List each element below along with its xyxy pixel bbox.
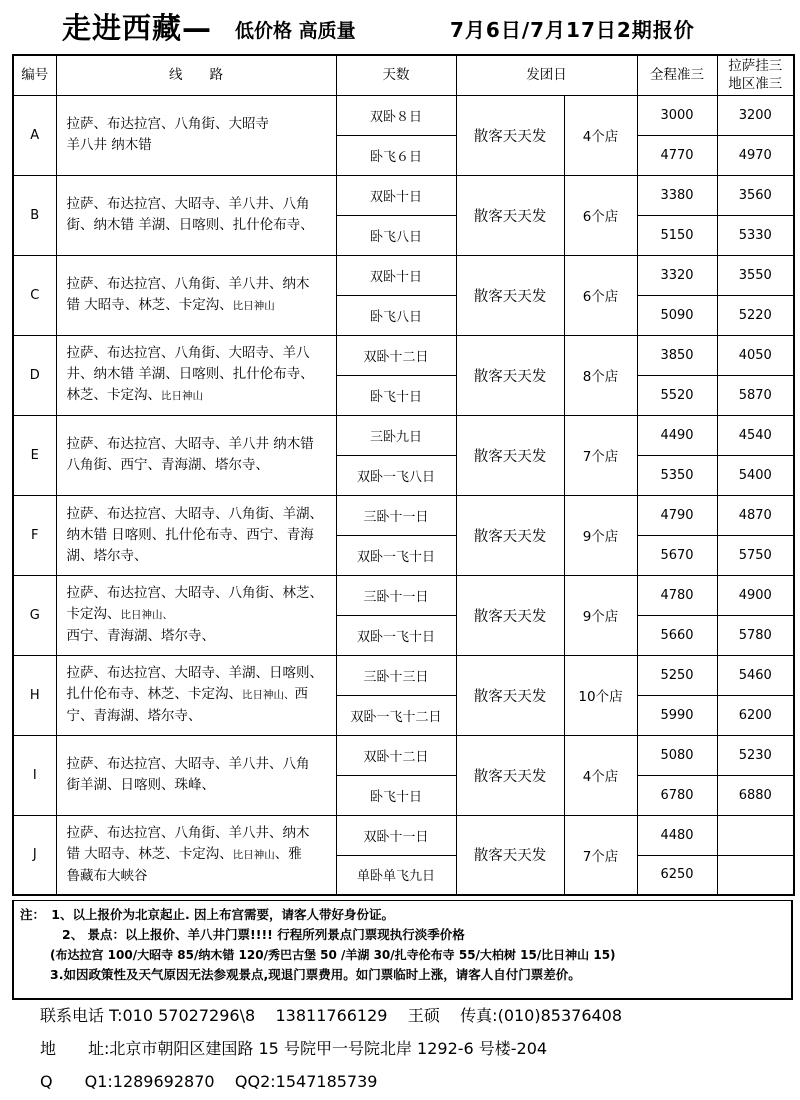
- phone-label: 联系电话 T:: [40, 1006, 123, 1025]
- price-lhasa-2: 4970: [717, 135, 794, 175]
- depart-schedule: 散客天天发: [456, 575, 564, 655]
- shopping-stores: 7个店: [564, 415, 637, 495]
- title-sub: 低价格 高质量: [235, 20, 356, 42]
- depart-schedule: 散客天天发: [456, 655, 564, 735]
- price-lhasa-1: 3560: [717, 175, 794, 215]
- price-lhasa-1: 4900: [717, 575, 794, 615]
- note-line-4: 3.如因政策性及天气原因无法参观景点,现退门票费用。如门票临时上涨，请客人自付门票差价。: [50, 967, 581, 982]
- depart-schedule: 散客天天发: [456, 495, 564, 575]
- price-full-2: 5660: [637, 615, 717, 655]
- shopping-stores: 6个店: [564, 255, 637, 335]
- days-option-1: 三卧十三日: [336, 655, 456, 695]
- depart-schedule: 散客天天发: [456, 335, 564, 415]
- shopping-stores: 9个店: [564, 495, 637, 575]
- shopping-stores: 4个店: [564, 95, 637, 175]
- depart-schedule: 散客天天发: [456, 95, 564, 175]
- days-option-1: 双卧８日: [336, 95, 456, 135]
- price-full-1: 4480: [637, 815, 717, 855]
- days-option-1: 双卧十二日: [336, 335, 456, 375]
- price-full-1: 3380: [637, 175, 717, 215]
- price-lhasa-2: 5400: [717, 455, 794, 495]
- route-line: 拉萨、布达拉宫、八角街、大昭寺: [66, 116, 269, 132]
- table-row: [13, 815, 794, 855]
- route-description: [56, 575, 336, 655]
- contact-qq-line: [40, 1069, 377, 1092]
- route-description: [56, 415, 336, 495]
- days-option-1: 三卧十一日: [336, 495, 456, 535]
- days-option-2: 卧飞十日: [336, 375, 456, 415]
- route-line: 卡定沟、: [66, 606, 121, 622]
- shopping-stores: 6个店: [564, 175, 637, 255]
- price-full-1: 4790: [637, 495, 717, 535]
- days-option-2: 双卧一飞八日: [336, 455, 456, 495]
- header-price-full: 全程准三: [637, 55, 717, 95]
- price-lhasa-2: 5220: [717, 295, 794, 335]
- depart-schedule: 散客天天发: [456, 815, 564, 895]
- depart-schedule: 散客天天发: [456, 175, 564, 255]
- qq1-number: 1289692870: [112, 1072, 215, 1091]
- days-option-2: 双卧一飞十日: [336, 535, 456, 575]
- price-full-2: 5520: [637, 375, 717, 415]
- days-option-1: 三卧九日: [336, 415, 456, 455]
- days-option-1: 双卧十一日: [336, 815, 456, 855]
- route-line: 拉萨、布达拉宫、大昭寺、八角街、林芝、: [66, 585, 323, 601]
- contact-address-line: [40, 1036, 547, 1059]
- route-line: 拉萨、布达拉宫、大昭寺、羊八井、八角: [66, 756, 310, 772]
- title-date: 7月6日/7月17日2期报价: [450, 18, 695, 42]
- table-row: [13, 495, 794, 535]
- contact-phone-line: [40, 1003, 622, 1026]
- route-id: I: [13, 735, 56, 815]
- route-description: [56, 815, 336, 895]
- route-description: [56, 95, 336, 175]
- route-line: 宁、青海湖、塔尔寺、: [66, 708, 202, 724]
- route-line: 西宁、青海湖、塔尔寺、: [66, 628, 215, 644]
- price-lhasa-2: 5330: [717, 215, 794, 255]
- route-line: 井、纳木错 羊湖、日喀则、扎什伦布寺、: [66, 366, 314, 382]
- price-full-1: 3850: [637, 335, 717, 375]
- price-lhasa-2: 6880: [717, 775, 794, 815]
- depart-schedule: 散客天天发: [456, 735, 564, 815]
- route-line: 扎什伦布寺、林芝、卡定沟、: [66, 686, 242, 702]
- route-line: 拉萨、布达拉宫、大昭寺、八角街、羊湖、: [66, 505, 323, 522]
- note-line-3: (布达拉宫 100/大昭寺 85/纳木错 120/秀巴古堡 50 /羊湖 30/扎寺伦布寺 55/大柏树 15/比日神山 15): [50, 948, 616, 962]
- depart-schedule: 散客天天发: [456, 255, 564, 335]
- price-full-2: 5350: [637, 455, 717, 495]
- shopping-stores: 9个店: [564, 575, 637, 655]
- route-line-small: 比日神山: [232, 848, 275, 861]
- route-description: [56, 495, 336, 575]
- price-full-1: 4780: [637, 575, 717, 615]
- days-option-1: 三卧十一日: [336, 575, 456, 615]
- price-full-2: 6780: [637, 775, 717, 815]
- route-id: G: [13, 575, 56, 655]
- price-lhasa-1: 4540: [717, 415, 794, 455]
- page-header: [0, 0, 800, 52]
- phone-1: 010 57027296\8: [122, 1006, 256, 1025]
- header-days: 天数: [336, 55, 456, 95]
- route-line: 西: [294, 686, 308, 702]
- title-main: 走进西藏—: [62, 11, 213, 45]
- route-line: 街羊湖、日喀则、珠峰、: [66, 777, 215, 793]
- depart-schedule: 散客天天发: [456, 415, 564, 495]
- qq2-number: 1547185739: [275, 1072, 378, 1091]
- price-lhasa-1: [717, 815, 794, 855]
- notes-box: [12, 900, 793, 1000]
- fax-number: (010)85376408: [497, 1006, 623, 1025]
- days-option-2: 卧飞十日: [336, 775, 456, 815]
- route-line-small: 比日神山: [232, 299, 275, 312]
- header-price-lhasa: [717, 55, 794, 95]
- header-price-lhasa-line1: 拉萨挂三: [728, 58, 783, 75]
- route-line: 拉萨、布达拉宫、大昭寺、羊八井、八角: [66, 196, 310, 212]
- header-depart: 发团日: [456, 55, 637, 95]
- table-row: [13, 575, 794, 615]
- days-option-2: 双卧一飞十二日: [336, 695, 456, 735]
- route-description: [56, 735, 336, 815]
- price-full-2: 5090: [637, 295, 717, 335]
- shopping-stores: 7个店: [564, 815, 637, 895]
- price-lhasa-1: 5460: [717, 655, 794, 695]
- days-option-1: 双卧十日: [336, 175, 456, 215]
- note-line-2: 2、 景点：以上报价、羊八井门票!!!! 行程所列景点门票现执行淡季价格: [62, 927, 465, 942]
- price-lhasa-1: 3550: [717, 255, 794, 295]
- route-line-small: 比日神山: [161, 390, 203, 402]
- route-line: 拉萨、布达拉宫、大昭寺、羊湖、日喀则、: [66, 665, 323, 681]
- contact-person: 王硕: [407, 1006, 440, 1025]
- price-full-2: 5150: [637, 215, 717, 255]
- route-line: 错 大昭寺、林芝、卡定沟、: [66, 296, 233, 313]
- route-description: [56, 335, 336, 415]
- fax-label: 传真:: [460, 1006, 498, 1025]
- route-id: B: [13, 175, 56, 255]
- address-label: 地 址:: [40, 1039, 110, 1058]
- price-full-1: 3320: [637, 255, 717, 295]
- price-full-2: 4770: [637, 135, 717, 175]
- price-lhasa-2: 5870: [717, 375, 794, 415]
- price-lhasa-1: 5230: [717, 735, 794, 775]
- route-line: 拉萨、布达拉宫、八角街、羊八井、纳木: [66, 824, 310, 841]
- price-full-1: 5250: [637, 655, 717, 695]
- table-row: [13, 735, 794, 775]
- route-id: D: [13, 335, 56, 415]
- qq2-label: QQ2:: [234, 1072, 276, 1091]
- days-option-1: 双卧十日: [336, 255, 456, 295]
- route-id: E: [13, 415, 56, 495]
- route-line: 纳木错 日喀则、扎什伦布寺、西宁、青海: [66, 526, 314, 543]
- table-row: [13, 175, 794, 215]
- table-header-row: [13, 55, 794, 95]
- price-lhasa-2: [717, 855, 794, 895]
- route-line: 街、纳木错 羊湖、日喀则、扎什伦布寺、: [66, 217, 314, 233]
- days-option-2: 双卧一飞十日: [336, 615, 456, 655]
- table-row: [13, 655, 794, 695]
- price-lhasa-2: 5780: [717, 615, 794, 655]
- route-line: 八角街、西宁、青海湖、塔尔寺、: [66, 457, 269, 473]
- days-option-2: 卧飞６日: [336, 135, 456, 175]
- route-line: 湖、塔尔寺、: [66, 547, 148, 564]
- price-lhasa-1: 4050: [717, 335, 794, 375]
- route-description: [56, 255, 336, 335]
- qq1-label: Q Q1:: [40, 1072, 113, 1091]
- days-option-1: 双卧十二日: [336, 735, 456, 775]
- price-full-1: 5080: [637, 735, 717, 775]
- route-description: [56, 175, 336, 255]
- route-line: 拉萨、布达拉宫、八角街、大昭寺、羊八: [66, 345, 310, 361]
- route-line: 鲁藏布大峡谷: [66, 867, 148, 884]
- route-line: 羊八井 纳木错: [66, 137, 152, 153]
- header-price-lhasa-line2: 地区准三: [728, 76, 783, 93]
- route-line-small: 比日神山、: [242, 689, 295, 701]
- price-full-1: 3000: [637, 95, 717, 135]
- shopping-stores: 4个店: [564, 735, 637, 815]
- table-row: [13, 95, 794, 135]
- route-description: [56, 655, 336, 735]
- days-option-2: 卧飞八日: [336, 295, 456, 335]
- route-id: H: [13, 655, 56, 735]
- price-full-1: 4490: [637, 415, 717, 455]
- price-table: [12, 54, 795, 896]
- price-lhasa-2: 5750: [717, 535, 794, 575]
- price-full-2: 6250: [637, 855, 717, 895]
- route-line-small: 比日神山、: [120, 609, 173, 621]
- price-lhasa-1: 4870: [717, 495, 794, 535]
- phone-2: 13811766129: [275, 1006, 388, 1025]
- shopping-stores: 8个店: [564, 335, 637, 415]
- price-lhasa-1: 3200: [717, 95, 794, 135]
- table-row: [13, 335, 794, 375]
- route-line: 错 大昭寺、林芝、卡定沟、: [66, 845, 233, 862]
- header-id: 编号: [13, 55, 56, 95]
- route-line: 、雅: [274, 845, 302, 862]
- table-row: [13, 255, 794, 295]
- route-id: C: [13, 255, 56, 335]
- route-line: 林芝、卡定沟、: [66, 387, 161, 403]
- table-row: [13, 415, 794, 455]
- price-full-2: 5990: [637, 695, 717, 735]
- route-id: A: [13, 95, 56, 175]
- route-line: 拉萨、布达拉宫、八角街、羊八井、纳木: [66, 275, 310, 292]
- header-route: 线 路: [56, 55, 336, 95]
- shopping-stores: 10个店: [564, 655, 637, 735]
- route-id: J: [13, 815, 56, 895]
- price-full-2: 5670: [637, 535, 717, 575]
- route-line: 拉萨、布达拉宫、大昭寺、羊八井 纳木错: [66, 436, 314, 452]
- days-option-2: 卧飞八日: [336, 215, 456, 255]
- route-id: F: [13, 495, 56, 575]
- days-option-2: 单卧单飞九日: [336, 855, 456, 895]
- note-line-1: 注： 1、以上报价为北京起止. 因上布宫需要，请客人带好身份证。: [20, 907, 395, 922]
- address-text: 北京市朝阳区建国路 15 号院甲一号院北岸 1292-6 号楼-204: [109, 1039, 548, 1058]
- price-lhasa-2: 6200: [717, 695, 794, 735]
- table-body: [13, 95, 794, 895]
